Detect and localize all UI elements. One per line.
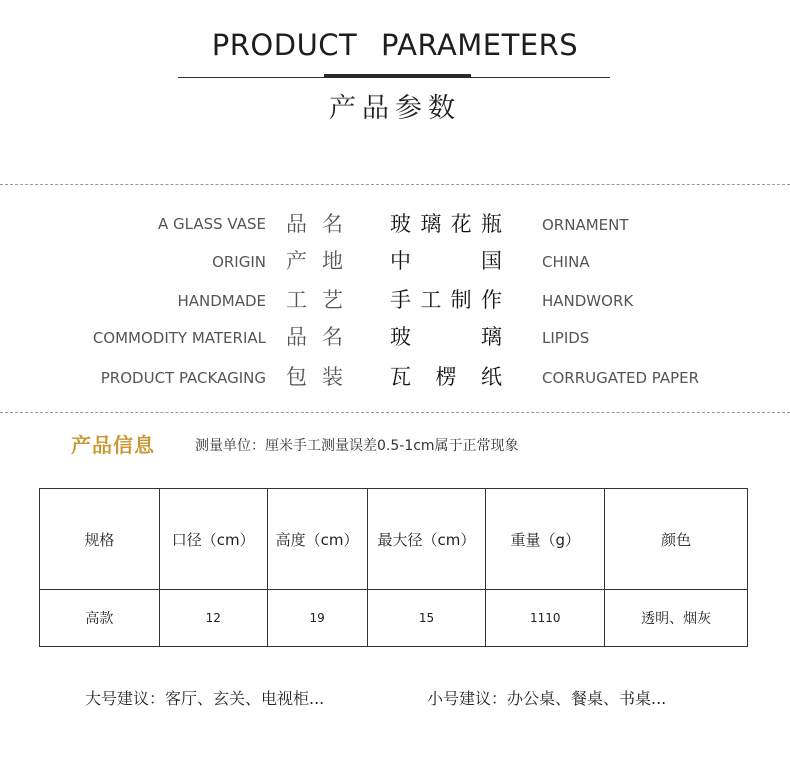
table-cell: 15 <box>367 590 486 647</box>
param-key-char: 装 <box>322 365 343 389</box>
param-en-label: PRODUCT PACKAGING <box>100 369 266 387</box>
table-cell: 高款 <box>40 590 160 647</box>
page-title-en: PRODUCT PARAMETERS <box>211 28 579 62</box>
param-en-label: ORIGIN <box>212 253 266 271</box>
param-en-label: A GLASS VASE <box>158 215 266 233</box>
param-key-char: 包 <box>286 365 307 389</box>
param-en-value: CHINA <box>542 253 590 271</box>
table-header-row <box>40 489 748 590</box>
param-en-value: HANDWORK <box>542 292 634 310</box>
param-key-char: 地 <box>322 249 343 273</box>
param-value <box>390 321 502 351</box>
small-size-suggestion: 小号建议：办公桌、餐桌、书桌... <box>427 689 667 708</box>
title-accent-bar <box>324 74 471 78</box>
param-value <box>390 245 502 275</box>
page-title-cn: 产品参数 <box>329 93 461 124</box>
param-value-char: 中 <box>390 249 411 273</box>
param-en-value: ORNAMENT <box>542 216 629 234</box>
param-value-char: 瓦 <box>390 365 411 389</box>
param-value-char: 手 <box>390 288 411 312</box>
param-key-char: 名 <box>322 325 343 349</box>
table-header-cell: 最大径（cm） <box>367 489 486 590</box>
param-value-char: 璃 <box>420 212 442 236</box>
param-key-char: 品 <box>286 212 307 236</box>
param-key-char: 名 <box>322 212 343 236</box>
dashed-divider-top <box>0 184 790 185</box>
param-value-char: 作 <box>480 288 502 312</box>
param-value-char: 工 <box>420 288 442 312</box>
param-value-char: 璃 <box>481 325 502 349</box>
param-key-char: 工 <box>286 288 307 312</box>
table-header-cell: 规格 <box>40 489 160 590</box>
param-key-char: 产 <box>286 249 307 273</box>
dashed-divider-bottom <box>0 412 790 413</box>
param-value-char: 花 <box>450 212 472 236</box>
param-value-char: 玻 <box>390 212 411 236</box>
param-key-char: 品 <box>286 325 307 349</box>
param-value-char: 瓶 <box>480 212 502 236</box>
table-header-cell: 重量（g） <box>486 489 605 590</box>
param-en-value: LIPIDS <box>542 329 590 347</box>
table-row <box>40 590 748 647</box>
param-en-value: CORRUGATED PAPER <box>542 369 700 387</box>
param-key-char: 艺 <box>322 288 343 312</box>
measurement-note: 测量单位：厘米手工测量误差0.5-1cm属于正常现象 <box>195 438 519 454</box>
section-title-product-info: 产品信息 <box>71 433 155 457</box>
table-cell: 1110 <box>486 590 605 647</box>
spec-table <box>39 488 748 647</box>
param-value-char: 国 <box>481 249 502 273</box>
param-value-char: 玻 <box>390 325 411 349</box>
param-value-char: 楞 <box>435 365 457 389</box>
param-en-label: HANDMADE <box>177 292 266 310</box>
param-en-label: COMMODITY MATERIAL <box>92 329 266 347</box>
param-value <box>390 208 502 238</box>
large-size-suggestion: 大号建议：客厅、玄关、电视柜... <box>85 689 325 708</box>
table-header-cell: 颜色 <box>605 489 748 590</box>
table-cell: 19 <box>267 590 367 647</box>
param-value <box>390 284 502 314</box>
table-cell: 12 <box>159 590 267 647</box>
table-header-cell: 口径（cm） <box>159 489 267 590</box>
param-value <box>390 361 502 391</box>
param-value-char: 制 <box>450 288 472 312</box>
param-value-char: 纸 <box>481 365 502 389</box>
table-cell: 透明、烟灰 <box>605 590 748 647</box>
table-header-cell: 高度（cm） <box>267 489 367 590</box>
